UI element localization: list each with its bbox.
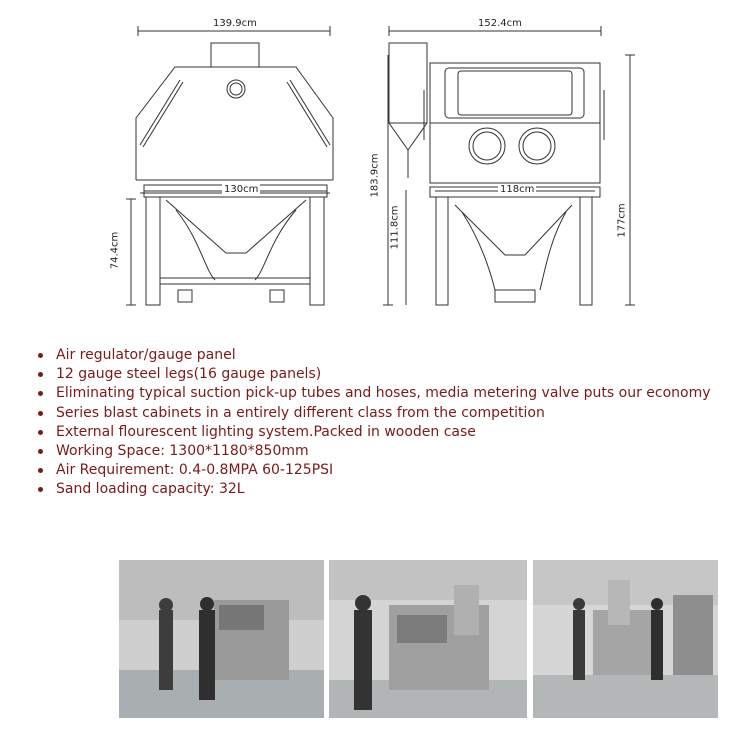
- front-top-vent: [211, 43, 259, 67]
- side-leg-left: [436, 197, 448, 305]
- spec-item: Series blast cabinets in a entirely different class from the competition: [38, 404, 711, 423]
- spec-item: 12 gauge steel legs(16 gauge panels): [38, 365, 711, 384]
- factory-photo-2: [329, 560, 527, 718]
- front-cabinet-outline: [136, 67, 333, 180]
- side-window: [458, 71, 572, 115]
- side-total-height-right-label: 177cm: [616, 203, 628, 238]
- spec-item: Air Requirement: 0.4-0.8MPA 60-125PSI: [38, 461, 711, 480]
- side-leg-right: [580, 197, 592, 305]
- front-leg-height-label: 74.4cm: [109, 231, 121, 270]
- side-inner-width-label: 118cm: [500, 184, 535, 195]
- factory-photo-3: [533, 560, 718, 718]
- spec-item: Working Space: 1300*1180*850mm: [38, 442, 711, 461]
- spec-list: [38, 346, 711, 500]
- front-inner-width-label: 130cm: [224, 184, 259, 195]
- spec-item: External flourescent lighting system.Packed in wooden case: [38, 423, 711, 442]
- side-width-label: 152.4cm: [478, 18, 522, 29]
- spec-item: Sand loading capacity: 32L: [38, 480, 711, 499]
- side-glove-port-left: [469, 128, 505, 164]
- side-glove-port-right: [519, 128, 555, 164]
- side-dust-collector: [389, 43, 427, 123]
- front-width-label: 139.9cm: [213, 18, 257, 29]
- spec-item: Eliminating typical suction pick-up tubes and hoses, media metering valve puts our economy: [38, 384, 711, 403]
- front-leg-right: [310, 197, 324, 305]
- spec-item: Air regulator/gauge panel: [38, 346, 711, 365]
- front-leg-left: [146, 197, 160, 305]
- factory-photo-1: [119, 560, 324, 718]
- side-total-height-left-label: 183.9cm: [369, 153, 381, 198]
- side-leg-height-label: 111.8cm: [389, 205, 401, 250]
